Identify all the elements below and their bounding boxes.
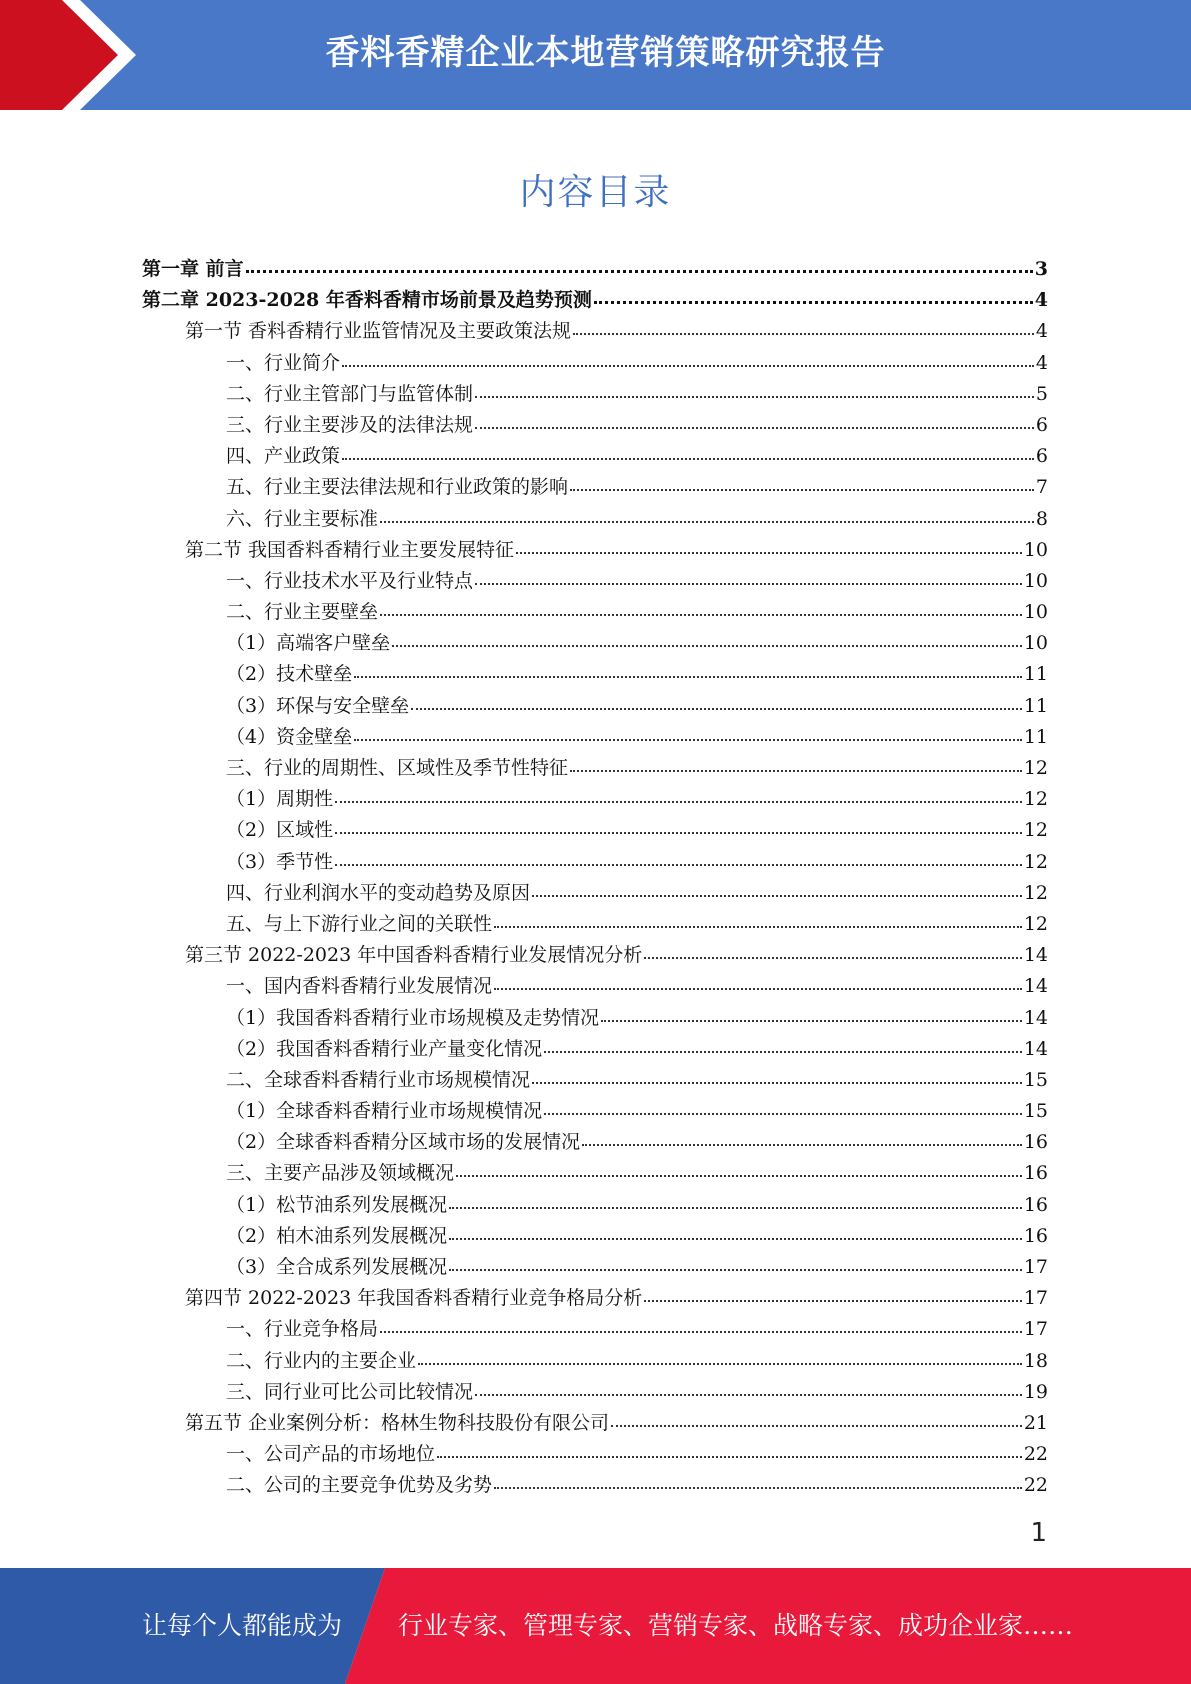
toc-entry-page: 14 [1023,1037,1048,1060]
toc-entry[interactable] [142,1346,1048,1377]
toc-entry-title: （2）技术壁垒 [226,663,353,686]
toc-entry-page: 16 [1023,1224,1048,1247]
toc-entry[interactable] [142,504,1048,535]
toc-entry-title: （2）柏木油系列发展概况 [226,1224,448,1247]
toc-dot-leader [573,333,1034,335]
toc-dot-leader [532,1082,1022,1084]
toc-entry-title: （3）环保与安全壁垒 [226,694,410,717]
toc-entry-page: 15 [1023,1100,1048,1123]
toc-entry[interactable] [142,753,1048,784]
toc-entry-title: （1）我国香料香精行业市场规模及走势情况 [226,1006,600,1029]
toc-entry-title: 三、行业主要涉及的法律法规 [226,413,474,436]
toc-entry-title: 一、行业技术水平及行业特点 [226,569,474,592]
toc-dot-leader [594,301,1033,304]
toc-entry-page: 18 [1023,1349,1048,1372]
toc-entry-page: 10 [1023,601,1048,624]
toc-dot-leader [335,801,1022,803]
toc-entry[interactable] [142,597,1048,628]
toc-entry-title: （2）区域性 [226,819,334,842]
toc-dot-leader [449,1238,1022,1240]
toc-entry[interactable] [142,659,1048,690]
toc-entry[interactable] [142,940,1048,971]
toc-entry-title: 二、行业主管部门与监管体制 [226,382,474,405]
toc-dot-leader [342,365,1034,367]
toc-entry-page: 12 [1023,881,1048,904]
toc-entry-page: 4 [1035,351,1048,374]
toc-entry[interactable] [142,1470,1048,1501]
toc-entry[interactable] [142,1252,1048,1283]
toc-entry-title: 第一章 前言 [142,258,244,280]
toc-entry-page: 7 [1035,476,1048,499]
table-of-contents [142,254,1048,1502]
toc-entry[interactable] [142,1003,1048,1034]
toc-entry-title: 三、行业的周期性、区域性及季节性特征 [226,757,569,779]
toc-entry[interactable] [142,472,1048,503]
toc-entry-page: 10 [1023,569,1048,592]
toc-entry-page: 5 [1035,382,1048,405]
header-band [0,0,1191,110]
toc-entry[interactable] [142,1221,1048,1252]
toc-dot-leader [611,1425,1022,1427]
toc-entry-page: 22 [1023,1474,1048,1497]
toc-entry-page: 21 [1023,1411,1048,1434]
toc-entry-page: 17 [1023,1256,1048,1278]
toc-entry[interactable] [142,909,1048,940]
toc-entry-page: 3 [1034,258,1048,280]
toc-entry[interactable] [142,971,1048,1002]
toc-entry-title: （1）周期性 [226,788,334,811]
toc-entry-page: 16 [1023,1193,1048,1216]
toc-entry-page: 10 [1023,538,1048,561]
toc-entry-title: 第三节 2022-2023 年中国香料香精行业发展情况分析 [185,944,643,967]
toc-entry-title: （1）高端客户壁垒 [226,632,391,655]
toc-dot-leader [449,1207,1022,1209]
toc-entry-page: 10 [1023,632,1048,655]
toc-entry-title: 四、行业利润水平的变动趋势及原因 [226,881,531,904]
toc-entry-title: 第二节 我国香料香精行业主要发展特征 [185,538,515,561]
toc-entry[interactable] [142,722,1048,753]
toc-dot-leader [246,270,1033,273]
toc-entry-title: 四、产业政策 [226,445,341,468]
toc-dot-leader [335,864,1022,866]
toc-entry-page: 12 [1023,757,1048,779]
toc-entry-page: 4 [1035,320,1048,343]
toc-entry-page: 22 [1023,1443,1048,1466]
footer-slogan-left: 让每个人都能成为 [142,1611,343,1640]
toc-dot-leader [532,895,1022,897]
toc-entry-title: 第二章 2023-2028 年香料香精市场前景及趋势预测 [142,289,592,312]
toc-entry-page: 12 [1023,788,1048,811]
toc-entry-title: 五、与上下游行业之间的关联性 [226,912,493,935]
toc-entry[interactable] [142,1065,1048,1096]
toc-entry[interactable] [142,1127,1048,1158]
toc-entry[interactable] [142,254,1048,285]
toc-entry-title: 二、全球香料香精行业市场规模情况 [226,1068,531,1091]
toc-dot-leader [411,708,1022,710]
toc-entry[interactable] [142,691,1048,722]
toc-entry[interactable] [142,1158,1048,1189]
toc-dot-leader [475,396,1034,398]
toc-entry-title: 五、行业主要法律法规和行业政策的影响 [226,476,569,499]
toc-entry-page: 16 [1023,1162,1048,1185]
toc-entry-title: 三、主要产品涉及领域概况 [226,1162,455,1185]
toc-entry-title: （3）季节性 [226,850,334,873]
toc-entry-title: （3）全合成系列发展概况 [226,1256,448,1278]
toc-entry-page: 16 [1023,1131,1048,1154]
toc-entry[interactable] [142,441,1048,472]
footer-band [0,1568,1191,1684]
page-number: 1 [1030,1518,1047,1548]
toc-entry-title: 第一节 香料香精行业监管情况及主要政策法规 [185,320,572,343]
toc-dot-leader [494,926,1022,928]
toc-entry[interactable] [142,878,1048,909]
toc-entry-page: 14 [1023,944,1048,967]
toc-dot-leader [449,1269,1022,1271]
toc-entry[interactable] [142,1314,1048,1345]
toc-entry[interactable] [142,410,1048,441]
toc-entry-page: 8 [1035,507,1048,530]
toc-dot-leader [570,770,1022,772]
toc-dot-leader [342,458,1034,460]
toc-entry-title: 一、行业简介 [226,351,341,374]
toc-entry-title: 第四节 2022-2023 年我国香料香精行业竞争格局分析 [185,1287,643,1310]
toc-entry[interactable] [142,1439,1048,1470]
toc-entry[interactable] [142,815,1048,846]
toc-entry[interactable] [142,535,1048,566]
toc-entry[interactable] [142,1034,1048,1065]
toc-entry-page: 12 [1023,819,1048,842]
toc-entry[interactable] [142,784,1048,815]
toc-entry[interactable] [142,316,1048,347]
toc-dot-leader [475,427,1034,429]
toc-dot-leader [437,1456,1022,1458]
toc-entry[interactable] [142,285,1048,316]
toc-heading: 内容目录 [519,172,672,213]
toc-entry-page: 12 [1023,850,1048,873]
toc-entry[interactable] [142,1377,1048,1408]
toc-dot-leader [380,521,1034,523]
toc-entry-title: 一、行业竞争格局 [226,1318,379,1341]
toc-entry-title: （1）全球香料香精行业市场规模情况 [226,1100,543,1123]
toc-entry[interactable] [142,628,1048,659]
toc-entry[interactable] [142,847,1048,878]
toc-entry[interactable] [142,1283,1048,1314]
toc-dot-leader [475,583,1022,585]
toc-entry-title: 一、国内香料香精行业发展情况 [226,975,493,998]
toc-dot-leader [644,957,1022,959]
toc-dot-leader [494,1487,1022,1489]
toc-dot-leader [475,1394,1022,1396]
toc-entry-title: （2）我国香料香精行业产量变化情况 [226,1037,543,1060]
toc-entry-page: 15 [1023,1068,1048,1091]
toc-dot-leader [544,1051,1022,1053]
toc-dot-leader [354,676,1022,678]
toc-entry[interactable] [142,566,1048,597]
toc-entry-title: 六、行业主要标准 [226,507,379,530]
toc-dot-leader [456,1175,1022,1177]
toc-dot-leader [392,645,1022,647]
toc-entry-page: 4 [1034,289,1048,312]
toc-entry-page: 11 [1023,725,1048,748]
toc-entry[interactable] [142,1190,1048,1221]
toc-dot-leader [544,1113,1022,1115]
toc-dot-leader [354,739,1022,741]
toc-entry-title: 三、同行业可比公司比较情况 [226,1380,474,1403]
toc-entry-title: 二、行业主要壁垒 [226,601,379,624]
toc-entry-title: 一、公司产品的市场地位 [226,1443,436,1466]
toc-entry-title: 二、行业内的主要企业 [226,1349,417,1372]
toc-entry-title: （2）全球香料香精分区域市场的发展情况 [226,1131,581,1154]
toc-entry[interactable] [142,348,1048,379]
toc-dot-leader [335,832,1022,834]
toc-entry-page: 17 [1023,1287,1048,1310]
toc-dot-leader [601,1020,1022,1022]
toc-entry-page: 11 [1023,694,1048,717]
toc-entry-page: 14 [1023,975,1048,998]
toc-entry-page: 12 [1023,912,1048,935]
toc-entry-page: 14 [1023,1006,1048,1029]
toc-entry[interactable] [142,1408,1048,1439]
toc-entry-page: 6 [1035,413,1048,436]
toc-entry[interactable] [142,1096,1048,1127]
toc-dot-leader [570,489,1034,491]
toc-entry-title: （1）松节油系列发展概况 [226,1193,448,1216]
toc-entry-page: 17 [1023,1318,1048,1341]
toc-dot-leader [516,552,1022,554]
toc-entry-title: （4）资金壁垒 [226,725,353,748]
toc-dot-leader [582,1144,1022,1146]
toc-entry-page: 11 [1023,663,1048,686]
report-title: 香料香精企业本地营销策略研究报告 [325,33,886,73]
toc-entry[interactable] [142,379,1048,410]
footer-slogan-right: 行业专家、管理专家、营销专家、战略专家、成功企业家…… [398,1611,1074,1640]
toc-entry-page: 6 [1035,445,1048,468]
toc-dot-leader [494,988,1022,990]
toc-entry-page: 19 [1023,1380,1048,1403]
toc-dot-leader [380,614,1022,616]
toc-dot-leader [380,1331,1022,1333]
toc-entry-title: 二、公司的主要竞争优势及劣势 [226,1474,493,1497]
toc-dot-leader [418,1363,1022,1365]
toc-dot-leader [644,1300,1022,1302]
toc-entry-title: 第五节 企业案例分析：格林生物科技股份有限公司 [185,1411,610,1434]
